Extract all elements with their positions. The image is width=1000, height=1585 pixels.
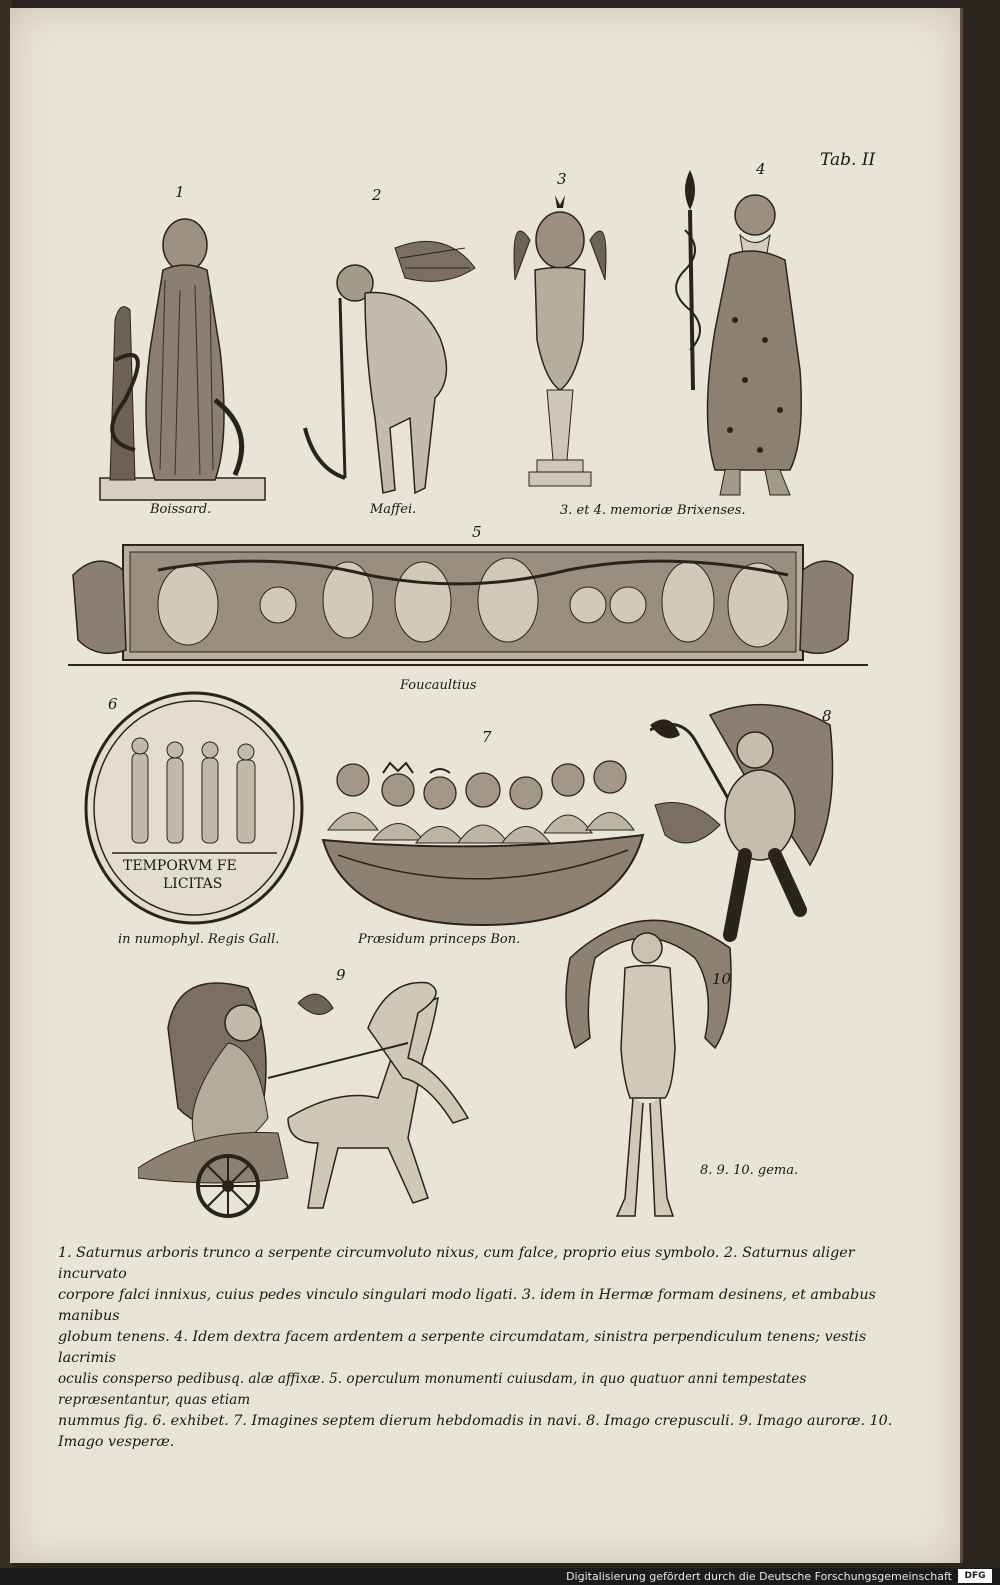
figure-number: 10	[712, 970, 732, 988]
figure-caption: 8. 9. 10. gema.	[700, 1163, 799, 1178]
figure-number: 2	[372, 186, 382, 204]
footer-funding-text: Digitalisierung gefördert durch die Deutsche Forschungsgemeinschaft	[566, 1570, 952, 1583]
legend-line: 1. Saturnus arboris trunco a serpente circumvoluto nixus, cum falce, proprio eius symbolo. 2. Saturnus aliger incurvato	[58, 1245, 855, 1282]
figure-10-vesper	[555, 898, 740, 1228]
figure-3-herm-globe	[505, 190, 615, 500]
legend-line: nummus fig. 6. exhibet. 7. Imagines septem dierum hebdomadis in navi. 8. Imago crepusculi. 9. Imago auroræ. 10. Imago vesperæ.	[58, 1413, 893, 1450]
medal-inscription-line-1: TEMPORVM FE	[123, 858, 237, 874]
dfg-logo: DFG	[958, 1569, 992, 1583]
figure-caption: in numophyl. Regis Gall.	[118, 932, 280, 947]
figure-2-winged-saturn	[295, 228, 480, 503]
plate-tab-label: Tab. II	[820, 150, 876, 170]
legend-line: corpore falci innixus, cuius pedes vinculo singulari modo ligati. 3. idem in Hermæ formam desinens, et ambabus manibus	[58, 1287, 876, 1324]
figure-1-saturn-trunk	[95, 200, 270, 505]
figure-caption: Foucaultius	[400, 678, 477, 693]
figure-number: 3	[557, 170, 567, 188]
figure-4-torch-bearer	[645, 170, 815, 505]
figure-caption: Boissard.	[150, 502, 212, 517]
figure-caption: Maffei.	[370, 502, 417, 517]
plate-legend	[58, 1243, 908, 1453]
medal-inscription-line-2: LICITAS	[163, 876, 223, 892]
figure-number: 5	[472, 523, 482, 541]
figure-5-sarcophagus-frieze	[68, 540, 868, 675]
legend-line: oculis conspersо pedibusq. alæ affixæ. 5. operculum monumenti cuiusdam, in quo quatuor anni tempestates repræsentantur, quas etiam	[58, 1371, 807, 1408]
figure-number: 4	[756, 160, 766, 178]
figure-9-chariot-aurora	[138, 968, 483, 1223]
figure-6-medal	[82, 688, 307, 928]
legend-line: globum tenens. 4. Idem dextra facem ardentem a serpente circumdatam, sinistra perpendiculum tenens; vestis lacrimis	[58, 1329, 867, 1366]
figure-number: 9	[336, 966, 346, 984]
figure-number: 8	[822, 707, 832, 725]
figure-caption: 3. et 4. memoriæ Brixenses.	[560, 503, 746, 518]
figure-number: 6	[108, 695, 118, 713]
figure-caption: Præsidum princeps Bon.	[358, 932, 521, 947]
figure-number: 7	[482, 728, 492, 746]
figure-number: 1	[175, 183, 185, 201]
